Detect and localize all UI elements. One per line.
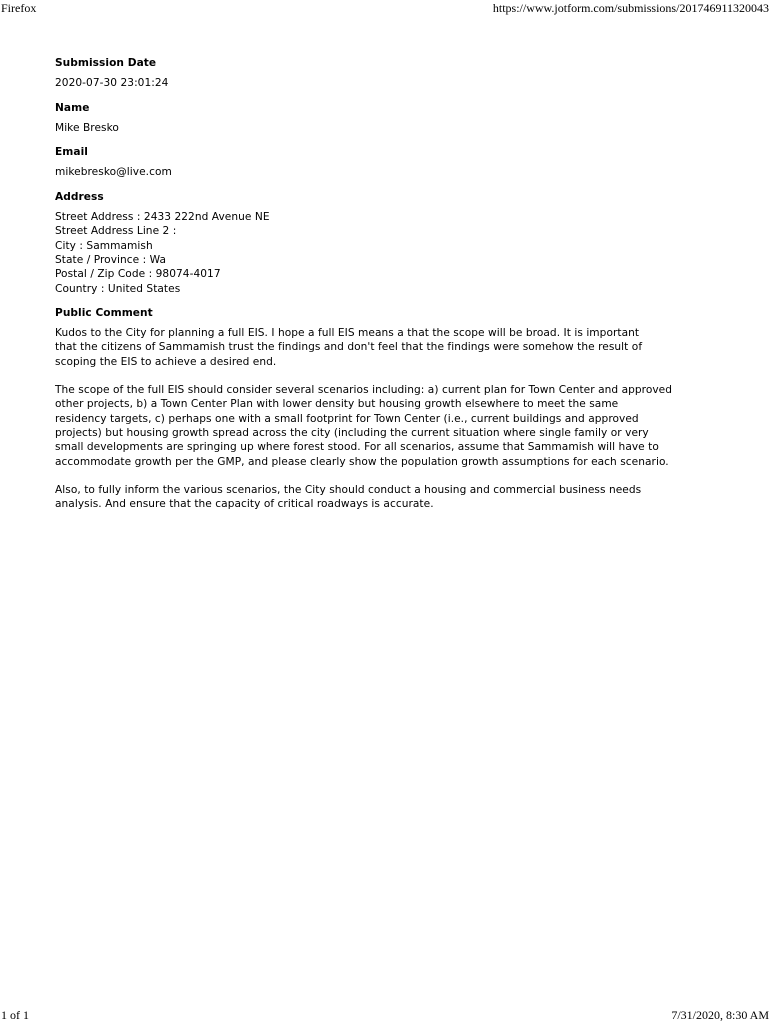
comment-line: analysis. And ensure that the capacity of critical roadways is accurate. — [55, 498, 434, 511]
address-country-line: Country : United States — [55, 282, 181, 295]
print-header-url: https://www.jotform.com/submissions/201746911320043 — [492, 1, 769, 15]
comment-line: Also, to fully inform the various scenarios, the City should conduct a housing and commercial business needs — [55, 483, 642, 496]
address-street-line-2: Street Address Line 2 : — [55, 225, 177, 238]
address-state-line: State / Province : Wa — [55, 253, 167, 266]
address-city-line: City : Sammamish — [55, 239, 153, 252]
comment-line: projects) but housing growth spread across the city (including the current situation where single family or very — [55, 426, 649, 439]
email-value: mikebresko@live.com — [55, 166, 172, 179]
comment-line: accommodate growth per the GMP, and please clearly show the population growth assumptions for each scenario. — [55, 455, 669, 468]
comment-line: other projects, b) a Town Center Plan with lower density but housing growth elsewhere to meet the same — [55, 398, 619, 411]
address-street-line: Street Address : 2433 222nd Avenue NE — [55, 211, 270, 224]
address-label: Address — [55, 190, 104, 203]
comment-line: small developments are springing up where forest stood. For all scenarios, assume that Sammamish will have to — [55, 441, 659, 454]
address-zip-line: Postal / Zip Code : 98074-4017 — [55, 268, 221, 281]
submission-date-field — [55, 56, 725, 91]
email-label: Email — [55, 146, 88, 159]
name-value: Mike Bresko — [55, 121, 119, 134]
submission-date-value: 2020-07-30 23:01:24 — [55, 77, 169, 90]
comment-line: that the citizens of Sammamish trust the findings and don't feel that the findings were somehow the result of — [55, 341, 643, 354]
submission-content — [55, 56, 725, 525]
print-footer-timestamp: 7/31/2020, 8:30 AM — [671, 1008, 769, 1022]
public-comment-label: Public Comment — [55, 306, 153, 319]
comment-line: residency targets, c) perhaps one with a small footprint for Town Center (i.e., current buildings and approved — [55, 412, 639, 425]
comment-paragraph — [55, 383, 725, 469]
comment-paragraph — [55, 483, 725, 512]
email-field — [55, 145, 725, 180]
comment-line: scoping the EIS to achieve a desired end. — [55, 355, 277, 368]
submission-date-label: Submission Date — [55, 57, 157, 69]
print-header-browser-name: Firefox — [1, 1, 37, 15]
name-label: Name — [55, 101, 90, 114]
public-comment-field — [55, 306, 725, 512]
print-footer-page-count: 1 of 1 — [1, 1008, 29, 1022]
comment-line: Kudos to the City for planning a full EIS. I hope a full EIS means a that the scope will be broad. It is important — [55, 327, 640, 340]
address-field — [55, 190, 725, 296]
comment-paragraph — [55, 326, 725, 369]
comment-line: The scope of the full EIS should consider several scenarios including: a) current plan for Town Center and approved — [55, 384, 673, 397]
name-field — [55, 101, 725, 136]
